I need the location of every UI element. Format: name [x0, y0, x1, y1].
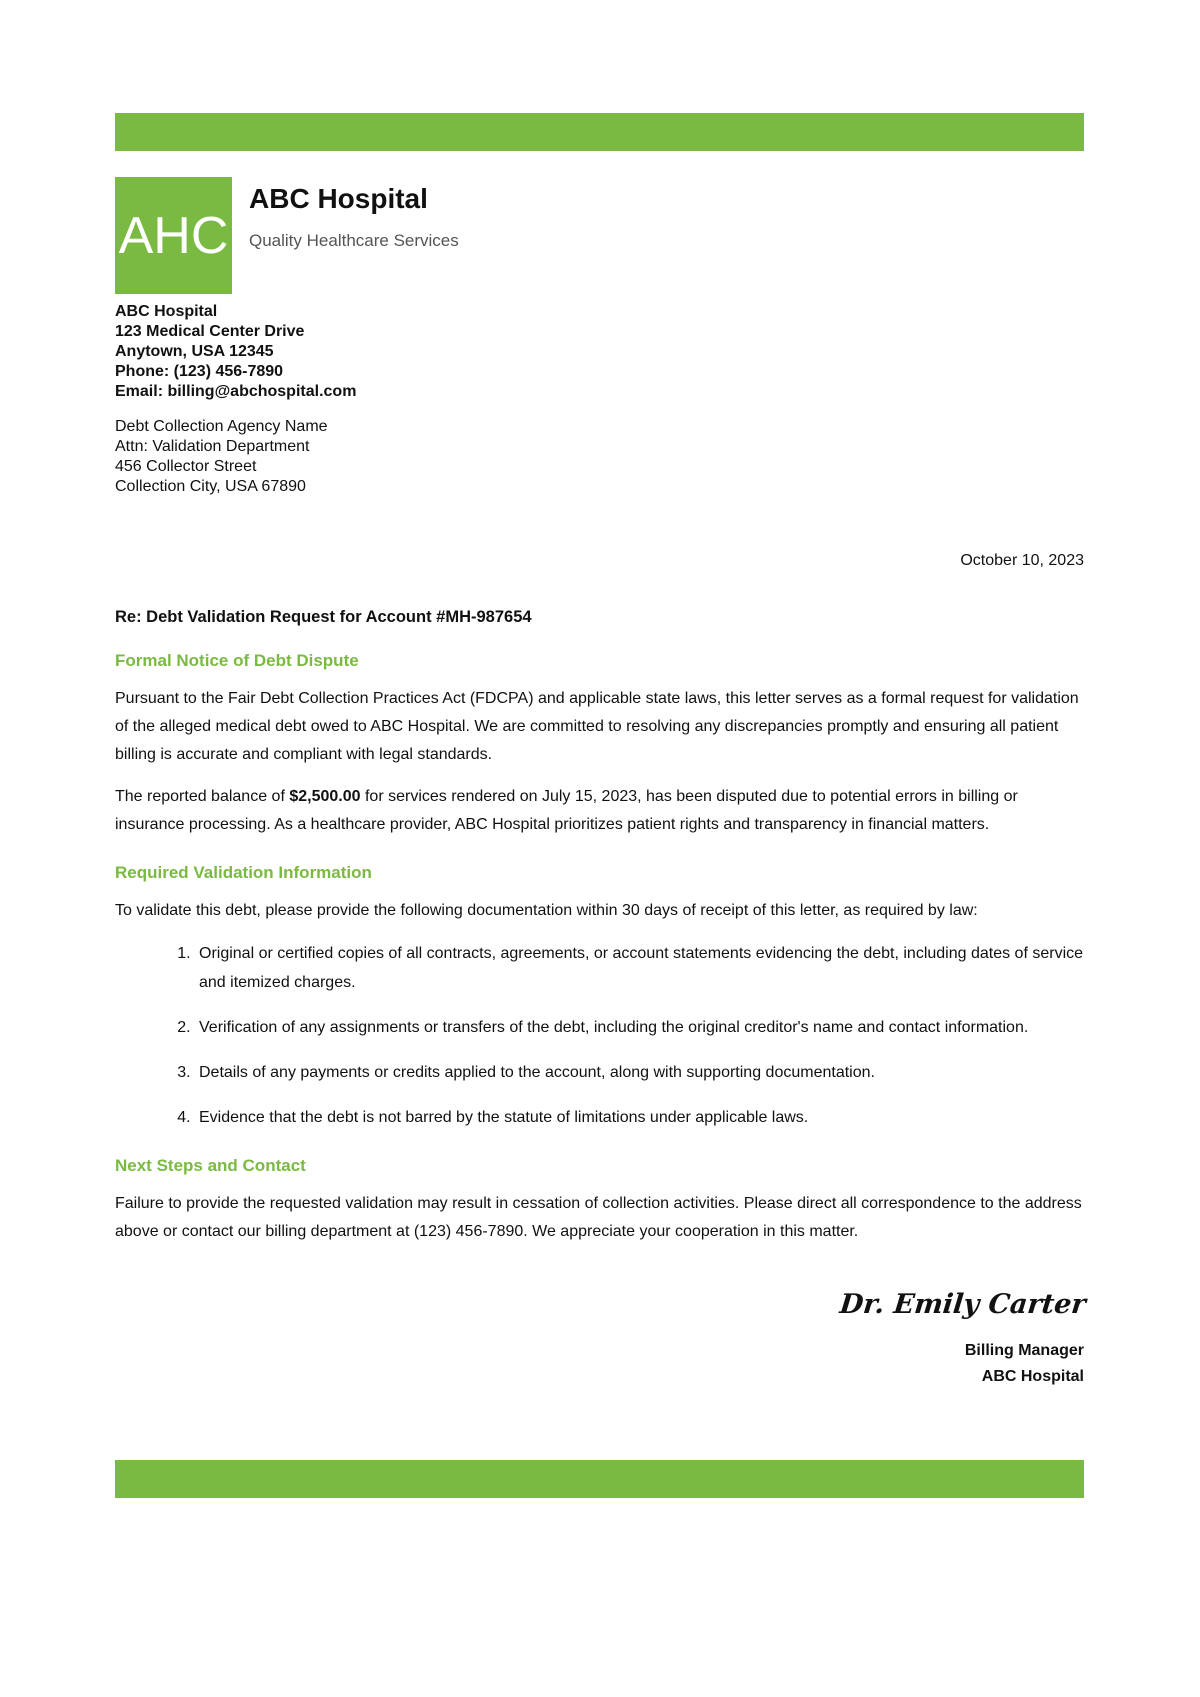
list-item-payments: 3. Details of any payments or credits applied to the account, along with supporting documentation.	[195, 1058, 1084, 1087]
logo-text: AHC	[118, 206, 229, 265]
hospital-name-title: ABC Hospital	[249, 183, 428, 214]
paragraph-balance	[115, 783, 1084, 839]
recipient-line: Collection City, USA 67890	[115, 478, 306, 495]
disputed-amount: $2,500.00	[289, 788, 361, 805]
list-item-contracts: 1. Original or certified copies of all contracts, agreements, or account statements evidencing the debt, including dates of service and itemized charges.	[195, 939, 1084, 997]
letterhead	[115, 177, 1084, 294]
sender-line: Email: billing@abchospital.com	[115, 383, 357, 400]
section-heading-required-validation: Required Validation Information	[115, 863, 372, 882]
sender-line: Phone: (123) 456-7890	[115, 363, 284, 380]
signature-company: ABC Hospital	[981, 1368, 1084, 1385]
sender-line: ABC Hospital	[115, 303, 218, 320]
hospital-logo	[115, 177, 232, 294]
top-accent-bar	[115, 113, 1084, 151]
letter-date: October 10, 2023	[960, 552, 1084, 569]
sender-line: Anytown, USA 12345	[115, 343, 274, 360]
sender-address-block	[115, 302, 1084, 402]
letterhead-text	[249, 177, 459, 251]
section-heading-formal-notice: Formal Notice of Debt Dispute	[115, 651, 359, 670]
paragraph-next-steps: Failure to provide the requested validation may result in cessation of collection activities. Please direct all correspondence to the address above or contact our billing department at (123) 456-7890. We appreciate your cooperation in this matter.	[115, 1195, 1082, 1240]
bottom-accent-bar	[115, 1460, 1084, 1498]
balance-text-pre: The reported balance of	[115, 788, 290, 805]
paragraph-fdcpa: Pursuant to the Fair Debt Collection Practices Act (FDCPA) and applicable state laws, this letter serves as a formal request for validation of the alleged medical debt owed to ABC Hospital. We are committed to resolving any discrepancies promptly and ensuring all patient billing is accurate and compliant with legal standards.	[115, 690, 1079, 763]
list-item-statute: 4. Evidence that the debt is not barred by the statute of limitations under applicable laws.	[195, 1103, 1084, 1132]
recipient-address-block	[115, 417, 1084, 497]
signature-title: Billing Manager	[964, 1342, 1084, 1359]
validation-requirements-list	[115, 939, 1084, 1132]
list-item-assignments: 2. Verification of any assignments or transfers of the debt, including the original creditor's name and contact information.	[195, 1013, 1084, 1042]
recipient-line: Debt Collection Agency Name	[115, 418, 328, 435]
signature-block	[115, 1289, 1088, 1390]
section-heading-next-steps: Next Steps and Contact	[115, 1156, 306, 1175]
recipient-line: 456 Collector Street	[115, 458, 257, 475]
sender-line: 123 Medical Center Drive	[115, 323, 305, 340]
hospital-tagline: Quality Healthcare Services	[249, 231, 459, 251]
balance-text-post: for services rendered on July 15, 2023, has been disputed due to potential errors in billing or insurance processing. As a healthcare provider, ABC Hospital prioritizes patient rights and transparency in financial matters.	[115, 788, 1018, 833]
subject-line: Re: Debt Validation Request for Account #MH-987654	[115, 608, 532, 626]
signature-name: Dr. Emily Carter	[838, 1289, 1088, 1320]
paragraph-validation-intro: To validate this debt, please provide the following documentation within 30 days of receipt of this letter, as required by law:	[115, 902, 978, 919]
recipient-line: Attn: Validation Department	[115, 438, 310, 455]
